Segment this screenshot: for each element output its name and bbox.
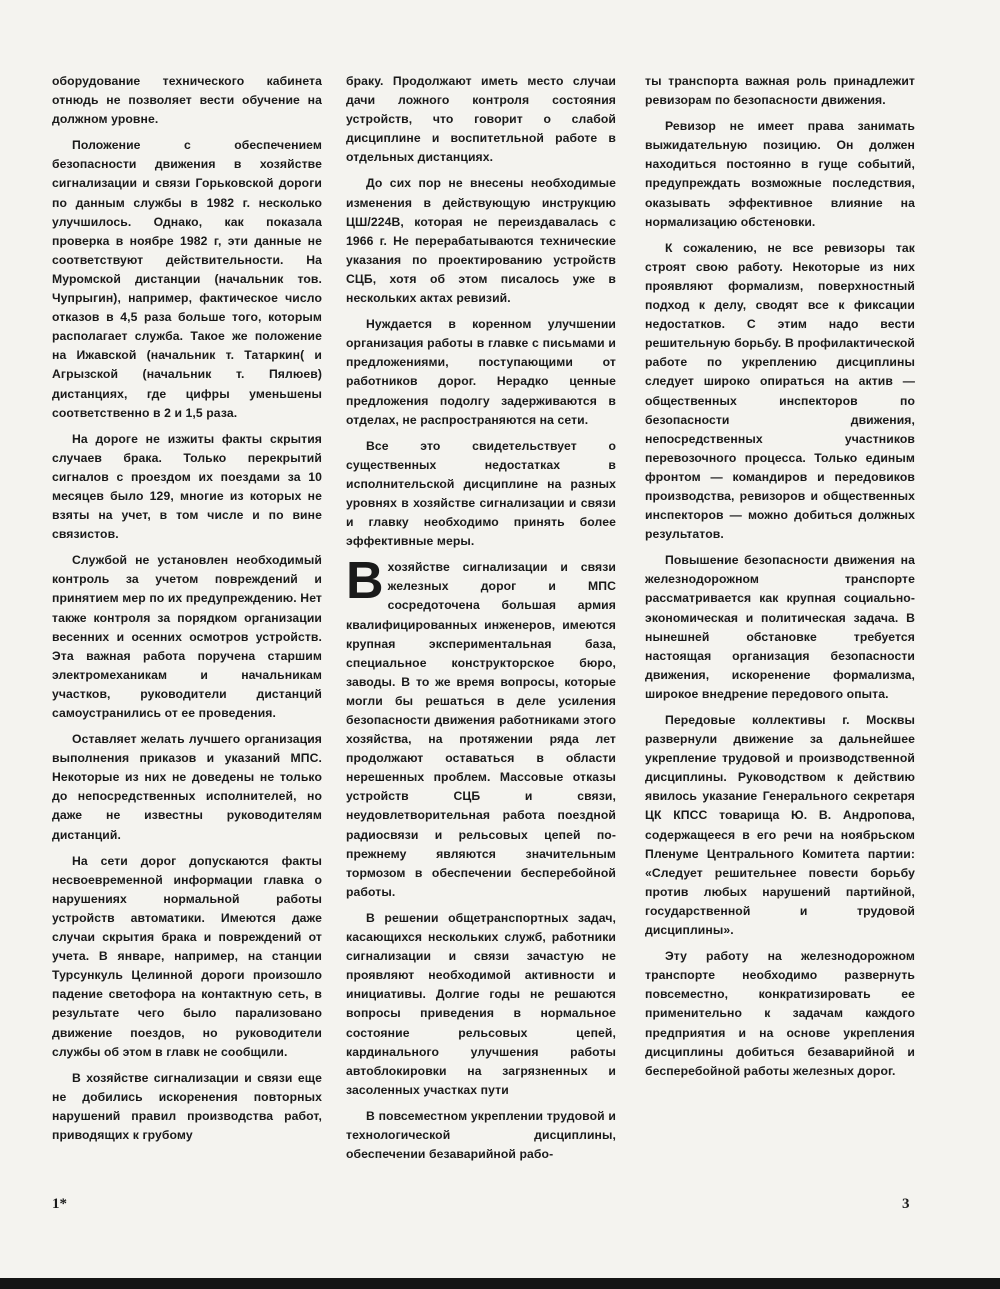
paragraph: браку. Продолжают иметь место случаи дачи ложного контроля состояния устройств, что говорит о слабой дисциплине и воспитетльной работе в отдельных дистанциях. — [346, 74, 616, 165]
paragraph: На дороге не изжиты факты скрытия случаев брака. Только перекрытий сигналов с проездом их поездами за 10 месяцев было 129, многие из которых не взяты на учет, в том числе и по вине связистов. — [52, 431, 322, 542]
paragraph: На сети дорог допускаются факты несвоевременной информации главка о нарушениях нормальной работы устройств автоматики. Имеются даже случаи скрытия брака и повреждений от учета. В январе, например, на станции Турсункуль Целинной дороги произошло падение светофора на контактную сеть, в результате чего было парализовано движение поездов, но руководители службы об этом в главк не сообщили. — [52, 853, 322, 1059]
text-column-1 — [52, 72, 322, 1145]
dropcap-paragraph-text: хозяйстве сигнализации и связи железных дорог и МПС сосредоточена большая армия квалифицированных инженеров, имеются крупная экспериментальная база, специальное конструкторское бюро, заводы. В то же время вопросы, которые могли бы решаться в деле усиления безопасности движения работниками этого хозяйства, на протяжении ряда лет продолжают оставаться в области нерешенных проблем. Массовые отказы устройств СЦБ и связи, неудовлетворительная работа поездной радиосвязи и рельсовых цепей по-прежнему являются значительным тормозом в обеспечении бесперебойной работы. — [346, 560, 616, 899]
dropcap-paragraph — [346, 552, 616, 902]
paragraph: Все это свидетельствует о существенных недостатках в исполнительской дисциплине на разных уровнях в хозяйстве сигнализации и связи и главку необходимо принять более эффективные меры. — [346, 438, 616, 549]
paragraph: Оставляет желать лучшего организация выполнения приказов и указаний МПС. Некоторые из них не доведены не только до непосредственных исполнителей, но даже не известны руководителям дистанций. — [52, 732, 322, 842]
text-column-2 — [346, 72, 616, 1164]
scan-edge-bar — [0, 1278, 1000, 1289]
paragraph: В хозяйстве сигнализации и связи еще не добились искоренения повторных нарушений правил производства работ, приводящих к грубому — [52, 1070, 322, 1142]
paragraph: В повсеместном укреплении трудовой и технологической дисциплины, обеспечении безаварийной рабо- — [346, 1108, 616, 1162]
paragraph: Передовые коллективы г. Москвы развернули движение за дальнейшее укрепление трудовой и производственной дисциплины. Руководством к действию явилось указание Генерального секретаря ЦК КПСС товарища Ю. В. Андропова, содержащееся в его речи на ноябрьском Пленуме Центрального Комитета партии: «Следует решительнее повести борьбу против любых нарушений партийной, государственной и трудовой дисциплины». — [645, 713, 915, 938]
paragraph: В решении общетранспортных задач, касающихся нескольких служб, работники сигнализации и связи зачастую не проявляют необходимой активности и инициативы. Долгие годы не решаются вопросы приведения в нормальное состояние рельсовых цепей, кардинального улучшения работы автоблокировки на загрязненных и засоленных участках пути — [346, 910, 616, 1097]
paragraph: Положение с обеспечением безопасности движения в хозяйстве сигнализации и связи Горьковской дороги по данным службы в 1982 г. несколько улучшилось. Однако, как показала проверка в ноябре 1982 г, эти данные не соответствуют действительности. На Муромской дистанции (начальник тов. Чупрыгин), например, фактическое число отказов в 4,5 раза больше того, которым располагает служба. Такое же положение на Ижавской (начальник т. Татаркин( и Агрызской (начальник т. Пялюев) дистанциях, где цифры уменьшены соответственно в 2 и 1,5 раза. — [52, 138, 322, 420]
paragraph: Эту работу на железнодорожном транспорте необходимо развернуть повсеместно, конкратизировать ее применительно к задачам каждого предприятия и на основе укрепления дисциплины добиться безаварийной и бесперебойной работы железных дорог. — [645, 949, 915, 1078]
page-number: 3 — [902, 1196, 910, 1212]
paragraph: К сожалению, не все ревизоры так строят свою работу. Некоторые из них проявляют формализм, поверхностный подход к делу, сводят все к фиксации недостатков. С этим надо вести решительную борьбу. В профилактической работе по укреплению дисциплины следует широко опираться на актив — общественных инспекторов по безопасности движения, непосредственных участников перевозочного процесса. Только единым фронтом — командиров и передовиков производства, ревизоров и общественных инспекторов — можно добиться должных результатов. — [645, 240, 915, 542]
text-column-3 — [645, 72, 915, 1081]
paragraph: Повышение безопасности движения на железнодорожном транспорте рассматривается как крупная социально-экономическая и политическая задача. В нынешней обстановке требуется настоящая организация безопасности движения, искоренение формализма, широкое внедрение передового опыта. — [645, 553, 915, 701]
paragraph: Ревизор не имеет права занимать выжидательную позицию. Он должен находиться постоянно в гуще событий, предупреждать возможные последствия, оказывать эффективное влияние на нормализацию обстеновки. — [645, 119, 915, 229]
paragraph: До сих пор не внесены необходимые изменения в действующую инструкцию ЦШ/224В, которая не переиздавалась с 1966 г. Не перерабатываются технические указания по проектированию устройств СЦБ, хотя об этом писалось уже в нескольких актах ревизий. — [346, 176, 616, 306]
paragraph: Нуждается в коренном улучшении организация работы в главке с письмами и предложениями, поступающими от работников дорог. Нерадко ценные предложения подолгу задерживаются в отделах, не распространяются на сети. — [346, 317, 616, 427]
paragraph: ты транспорта важная роль принадлежит ревизорам по безопасности движения. — [645, 74, 915, 108]
dropcap-letter: В — [346, 552, 384, 611]
signature-mark: 1* — [52, 1196, 67, 1212]
paragraph: оборудование технического кабинета отнюдь не позволяет вести обучение на должном уровне. — [52, 74, 322, 127]
paragraph: Службой не установлен необходимый контроль за учетом повреждений и принятием мер по их предупреждению. Нет также контроля за порядком организации весенних и осенних осмотров устройств. Эта важная работа поручена старшим электромеханикам и начальникам участков, руководители дистанций самоустранились от ее проведения. — [52, 553, 322, 720]
